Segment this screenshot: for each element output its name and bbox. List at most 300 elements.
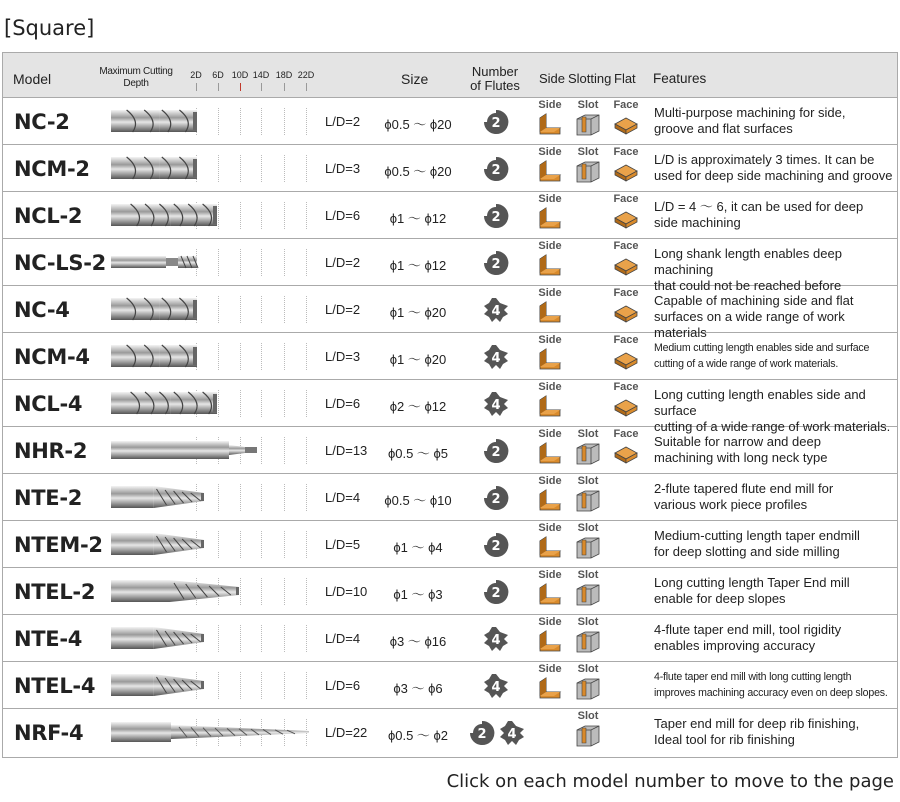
face-machining-icon <box>613 253 639 277</box>
side-machining-icon <box>537 441 563 465</box>
scale-label-22d: 22D <box>297 70 315 80</box>
tool-image <box>109 670 208 705</box>
face-capability <box>611 335 641 371</box>
table-row <box>3 98 897 145</box>
scale-gridline <box>240 484 241 511</box>
scale-gridline <box>284 578 285 605</box>
side-label: Side <box>538 146 562 158</box>
tool-image <box>109 388 221 423</box>
scale-gridline <box>240 531 241 558</box>
table-row <box>3 192 897 239</box>
side-label: Side <box>538 522 562 534</box>
scale-gridline <box>218 343 219 370</box>
two-flute-icon <box>483 203 509 229</box>
size-range: ϕ1 〜 ϕ20 <box>389 305 447 320</box>
ld-ratio: L/D=6 <box>325 678 361 693</box>
scale-tick <box>196 83 197 91</box>
side-label: Side <box>538 287 562 299</box>
features-text <box>654 481 896 513</box>
scale-label-2d: 2D <box>190 70 202 80</box>
scale-gridline <box>218 484 219 511</box>
scale-label-6d: 6D <box>212 70 224 80</box>
tool-image <box>109 623 208 658</box>
scale-gridline <box>306 625 307 652</box>
model-link[interactable]: NCM-4 <box>14 345 90 369</box>
svg-text:2: 2 <box>491 257 501 272</box>
side-machining-icon <box>537 629 563 653</box>
scale-gridline <box>218 672 219 699</box>
size-range: ϕ3 〜 ϕ6 <box>393 681 443 696</box>
scale-gridline <box>218 296 219 323</box>
scale-gridline <box>261 672 262 699</box>
four-flute-icon <box>483 391 509 417</box>
header-max-cutting-depth-line2: Depth <box>123 78 149 89</box>
size-range: ϕ1 〜 ϕ20 <box>389 352 447 367</box>
features-line: Ideal tool for rib finishing <box>654 732 795 747</box>
slot-machining-icon <box>575 676 601 700</box>
features-line: machining with long neck type <box>654 450 828 465</box>
svg-text:2: 2 <box>491 492 501 507</box>
svg-text:2: 2 <box>491 116 501 131</box>
features-line: Long shank length enables deep machining <box>654 246 842 277</box>
scale-gridline <box>261 249 262 276</box>
features-line: cutting of a wide range of work materials. <box>654 358 839 370</box>
ld-ratio: L/D=2 <box>325 302 361 317</box>
face-capability <box>611 194 641 230</box>
features-line: enables improving accuracy <box>654 638 816 653</box>
svg-text:4: 4 <box>507 727 517 742</box>
scale-tick <box>306 83 307 91</box>
scale-tick <box>261 83 262 91</box>
tool-image <box>109 435 263 470</box>
table-row <box>3 239 897 293</box>
end-mill-image-icon <box>109 576 243 606</box>
features-line: Multi-purpose machining for side, <box>654 105 846 120</box>
two-flute-icon <box>483 485 509 511</box>
four-flute-icon <box>483 344 509 370</box>
scale-gridline <box>261 531 262 558</box>
side-machining-icon <box>537 159 563 183</box>
table-header <box>3 53 897 98</box>
end-mill-image-icon <box>109 482 208 512</box>
flute-count <box>469 720 495 751</box>
flute-count <box>483 626 509 657</box>
ld-ratio: L/D=22 <box>325 725 368 740</box>
side-machining-icon <box>537 300 563 324</box>
four-flute-icon <box>499 720 525 746</box>
face-label: Face <box>613 99 639 111</box>
scale-gridline <box>306 390 307 417</box>
side-label: Side <box>538 240 562 252</box>
size-range: ϕ2 〜 ϕ12 <box>389 399 447 414</box>
side-label: Side <box>538 381 562 393</box>
scale-gridline <box>306 296 307 323</box>
flute-count <box>483 297 509 328</box>
size-range: ϕ1 〜 ϕ12 <box>389 211 447 226</box>
scale-gridline <box>261 202 262 229</box>
ld-ratio: L/D=2 <box>325 114 361 129</box>
side-machining-icon <box>537 394 563 418</box>
end-mill-image-icon <box>109 388 221 418</box>
scale-gridline <box>240 672 241 699</box>
tool-image <box>109 200 221 235</box>
two-flute-icon <box>483 579 509 605</box>
slot-capability <box>573 476 603 512</box>
features-line: cutting of a wide range of work materials. <box>654 419 891 434</box>
scale-gridline <box>284 672 285 699</box>
scale-gridline <box>284 202 285 229</box>
model-link[interactable]: NC-LS-2 <box>14 251 106 275</box>
header-flat: Flat <box>614 71 636 86</box>
model-link[interactable]: NTE-2 <box>14 486 83 510</box>
model-link[interactable]: NTEM-2 <box>14 533 103 557</box>
ld-ratio: L/D=6 <box>325 208 361 223</box>
face-capability <box>611 241 641 277</box>
header-side: Side <box>539 71 566 86</box>
side-machining-icon <box>537 206 563 230</box>
two-flute-icon <box>483 250 509 276</box>
face-machining-icon <box>613 112 639 136</box>
slot-label: Slot <box>577 99 599 111</box>
slot-capability <box>573 711 603 747</box>
face-capability <box>611 147 641 183</box>
features-line: L/D is approximately 3 times. It can be <box>654 152 875 167</box>
flute-count <box>483 485 509 516</box>
scale-tick <box>218 83 219 91</box>
size-range: ϕ1 〜 ϕ12 <box>389 258 447 273</box>
face-label: Face <box>613 240 639 252</box>
features-line: 4-flute taper end mill with long cutting length <box>654 671 852 683</box>
side-machining-icon <box>537 535 563 559</box>
header-features: Features <box>653 71 707 86</box>
scale-gridline <box>284 343 285 370</box>
flute-count <box>483 203 509 234</box>
face-label: Face <box>613 428 639 440</box>
scale-gridline <box>284 296 285 323</box>
two-flute-icon <box>483 438 509 464</box>
scale-gridline <box>261 343 262 370</box>
model-link[interactable]: NRF-4 <box>14 721 84 745</box>
slot-machining-icon <box>575 159 601 183</box>
slot-capability <box>573 429 603 465</box>
scale-gridline <box>218 531 219 558</box>
table-body <box>3 98 897 756</box>
model-link[interactable]: NCM-2 <box>14 157 90 181</box>
scale-gridline <box>218 625 219 652</box>
scale-gridline <box>261 155 262 182</box>
scale-gridline <box>284 155 285 182</box>
scale-gridline <box>306 108 307 135</box>
features-line: side machining <box>654 215 741 230</box>
svg-text:4: 4 <box>491 351 501 366</box>
end-mill-image-icon <box>109 247 201 277</box>
table-row <box>3 568 897 615</box>
features-text <box>654 575 896 607</box>
flute-count <box>483 250 509 281</box>
features-line: that could not be reached before <box>654 278 842 293</box>
features-text <box>654 340 896 372</box>
features-line: enable for deep slopes <box>654 591 786 606</box>
slot-label: Slot <box>577 710 599 722</box>
features-text <box>654 199 896 231</box>
scale-tick <box>284 83 285 91</box>
side-label: Side <box>538 616 562 628</box>
scale-label-10d: 10D <box>231 70 249 80</box>
ld-ratio: L/D=4 <box>325 631 361 646</box>
side-label: Side <box>538 569 562 581</box>
side-capability <box>535 617 565 653</box>
table-row <box>3 521 897 568</box>
table-row <box>3 474 897 521</box>
features-text <box>654 669 896 701</box>
scale-gridline <box>218 108 219 135</box>
face-capability <box>611 100 641 136</box>
model-link[interactable]: NCL-2 <box>14 204 83 228</box>
four-flute-icon <box>483 626 509 652</box>
flute-count <box>483 438 509 469</box>
scale-gridline <box>261 578 262 605</box>
features-line: 4-flute taper end mill, tool rigidity <box>654 622 842 637</box>
scale-gridline <box>240 625 241 652</box>
scale-gridline <box>284 437 285 464</box>
tool-image <box>109 576 243 611</box>
features-text <box>654 434 896 466</box>
side-machining-icon <box>537 112 563 136</box>
tool-image <box>109 294 201 329</box>
side-capability <box>535 335 565 371</box>
features-line: Long cutting length enables side and surface <box>654 387 866 418</box>
product-table <box>2 52 898 758</box>
header-slotting: Slotting <box>568 71 612 86</box>
side-capability <box>535 194 565 230</box>
scale-gridline <box>306 437 307 464</box>
tool-image <box>109 717 313 752</box>
features-line: L/D = 4 〜 6, it can be used for deep <box>654 199 864 214</box>
side-label: Side <box>538 193 562 205</box>
size-range: ϕ0.5 〜 ϕ5 <box>387 446 449 461</box>
face-capability <box>611 288 641 324</box>
features-line: used for deep side machining and groove <box>654 168 893 183</box>
tool-image <box>109 529 208 564</box>
header-max-cutting-depth <box>91 66 181 90</box>
svg-text:4: 4 <box>491 633 501 648</box>
header-max-cutting-depth-line1: Maximum Cutting <box>99 66 173 77</box>
side-label: Side <box>538 663 562 675</box>
slot-machining-icon <box>575 488 601 512</box>
slot-machining-icon <box>575 441 601 465</box>
side-label: Side <box>538 428 562 440</box>
side-capability <box>535 523 565 559</box>
end-mill-image-icon <box>109 200 221 230</box>
side-capability <box>535 100 565 136</box>
scale-gridline <box>284 390 285 417</box>
features-line: Capable of machining side and flat <box>654 293 854 308</box>
ld-ratio: L/D=3 <box>325 349 361 364</box>
header-size: Size <box>401 71 429 87</box>
table-row <box>3 662 897 709</box>
size-range: ϕ0.5 〜 ϕ20 <box>384 164 452 179</box>
slot-machining-icon <box>575 112 601 136</box>
svg-text:2: 2 <box>491 163 501 178</box>
model-link[interactable]: NC-4 <box>14 298 70 322</box>
side-label: Side <box>538 99 562 111</box>
side-machining-icon <box>537 253 563 277</box>
table-row <box>3 709 897 756</box>
ld-ratio: L/D=6 <box>325 396 361 411</box>
scale-gridline <box>306 249 307 276</box>
flute-count <box>483 532 509 563</box>
face-capability <box>611 382 641 418</box>
flute-count <box>483 156 509 187</box>
scale-gridline <box>306 155 307 182</box>
side-capability <box>535 429 565 465</box>
scale-gridline <box>306 484 307 511</box>
slot-label: Slot <box>577 475 599 487</box>
svg-text:2: 2 <box>491 445 501 460</box>
tool-image <box>109 153 201 188</box>
scale-gridline <box>261 296 262 323</box>
face-machining-icon <box>613 159 639 183</box>
svg-text:4: 4 <box>491 680 501 695</box>
model-link[interactable]: NTEL-4 <box>14 674 96 698</box>
svg-text:2: 2 <box>491 210 501 225</box>
scale-gridline <box>240 155 241 182</box>
face-machining-icon <box>613 206 639 230</box>
scale-gridline <box>284 625 285 652</box>
slot-capability <box>573 523 603 559</box>
features-line: Long cutting length Taper End mill <box>654 575 850 590</box>
model-link[interactable]: NHR-2 <box>14 439 88 463</box>
scale-gridline <box>306 531 307 558</box>
features-line: Medium-cutting length taper endmill <box>654 528 860 543</box>
side-capability <box>535 147 565 183</box>
slot-label: Slot <box>577 428 599 440</box>
svg-text:4: 4 <box>491 304 501 319</box>
side-capability <box>535 241 565 277</box>
scale-label-14d: 14D <box>252 70 270 80</box>
size-range: ϕ0.5 〜 ϕ10 <box>384 493 452 508</box>
tool-image <box>109 247 201 282</box>
features-line: groove and flat surfaces <box>654 121 793 136</box>
scale-gridline <box>240 390 241 417</box>
model-link[interactable]: NTEL-2 <box>14 580 96 604</box>
header-flutes-line2: of Flutes <box>470 78 520 93</box>
two-flute-icon <box>469 720 495 746</box>
scale-gridline <box>240 108 241 135</box>
end-mill-image-icon <box>109 106 201 136</box>
features-text <box>654 152 896 184</box>
flute-count <box>483 673 509 704</box>
size-range: ϕ0.5 〜 ϕ2 <box>387 728 449 743</box>
face-machining-icon <box>613 347 639 371</box>
scale-gridline <box>261 108 262 135</box>
slot-label: Slot <box>577 569 599 581</box>
scale-gridline <box>306 343 307 370</box>
side-capability <box>535 288 565 324</box>
model-link[interactable]: NC-2 <box>14 110 70 134</box>
scale-gridline <box>284 249 285 276</box>
end-mill-image-icon <box>109 341 201 371</box>
model-link[interactable]: NCL-4 <box>14 392 83 416</box>
features-text <box>654 622 896 654</box>
flute-count <box>483 109 509 140</box>
face-label: Face <box>613 287 639 299</box>
scale-gridline <box>261 390 262 417</box>
features-text <box>654 528 896 560</box>
slot-capability <box>573 664 603 700</box>
size-range: ϕ3 〜 ϕ16 <box>389 634 447 649</box>
ld-ratio: L/D=13 <box>325 443 368 458</box>
side-capability <box>535 664 565 700</box>
slot-label: Slot <box>577 522 599 534</box>
slot-capability <box>573 100 603 136</box>
slot-machining-icon <box>575 723 601 747</box>
slot-capability <box>573 570 603 606</box>
slot-capability <box>573 147 603 183</box>
model-link[interactable]: NTE-4 <box>14 627 83 651</box>
tool-image <box>109 106 201 141</box>
scale-gridline <box>284 484 285 511</box>
face-label: Face <box>613 193 639 205</box>
size-range: ϕ1 〜 ϕ4 <box>393 540 443 555</box>
svg-text:2: 2 <box>477 727 487 742</box>
side-capability <box>535 476 565 512</box>
table-row <box>3 333 897 380</box>
two-flute-icon <box>483 156 509 182</box>
end-mill-image-icon <box>109 153 201 183</box>
scale-gridline <box>240 343 241 370</box>
header-model: Model <box>13 71 52 87</box>
features-text <box>654 105 896 137</box>
side-machining-icon <box>537 488 563 512</box>
scale-gridline <box>306 578 307 605</box>
two-flute-icon <box>483 532 509 558</box>
scale-gridline <box>240 296 241 323</box>
scale-gridline <box>218 249 219 276</box>
features-line: for deep slotting and side milling <box>654 544 840 559</box>
features-line: 2-flute tapered flute end mill for <box>654 481 834 496</box>
face-label: Face <box>613 381 639 393</box>
scale-gridline <box>306 672 307 699</box>
face-label: Face <box>613 146 639 158</box>
slot-machining-icon <box>575 629 601 653</box>
header-number-of-flutes <box>463 65 527 93</box>
scale-gridline <box>261 625 262 652</box>
features-line: surfaces on a wide range of work materials <box>654 309 845 340</box>
end-mill-image-icon <box>109 529 208 559</box>
ld-ratio: L/D=3 <box>325 161 361 176</box>
slot-label: Slot <box>577 616 599 628</box>
flute-count <box>483 344 509 375</box>
ld-ratio: L/D=4 <box>325 490 361 505</box>
side-machining-icon <box>537 676 563 700</box>
two-flute-icon <box>483 109 509 135</box>
side-capability <box>535 382 565 418</box>
features-line: Taper end mill for deep rib finishing, <box>654 716 860 731</box>
table-row <box>3 286 897 340</box>
scale-gridline <box>240 249 241 276</box>
features-line: Suitable for narrow and deep <box>654 434 821 449</box>
flute-count <box>483 391 509 422</box>
face-machining-icon <box>613 441 639 465</box>
slot-capability <box>573 617 603 653</box>
face-label: Face <box>613 334 639 346</box>
table-row <box>3 615 897 662</box>
scale-label-18d: 18D <box>275 70 293 80</box>
header-flutes-line1: Number <box>471 64 519 79</box>
side-label: Side <box>538 334 562 346</box>
slot-machining-icon <box>575 535 601 559</box>
